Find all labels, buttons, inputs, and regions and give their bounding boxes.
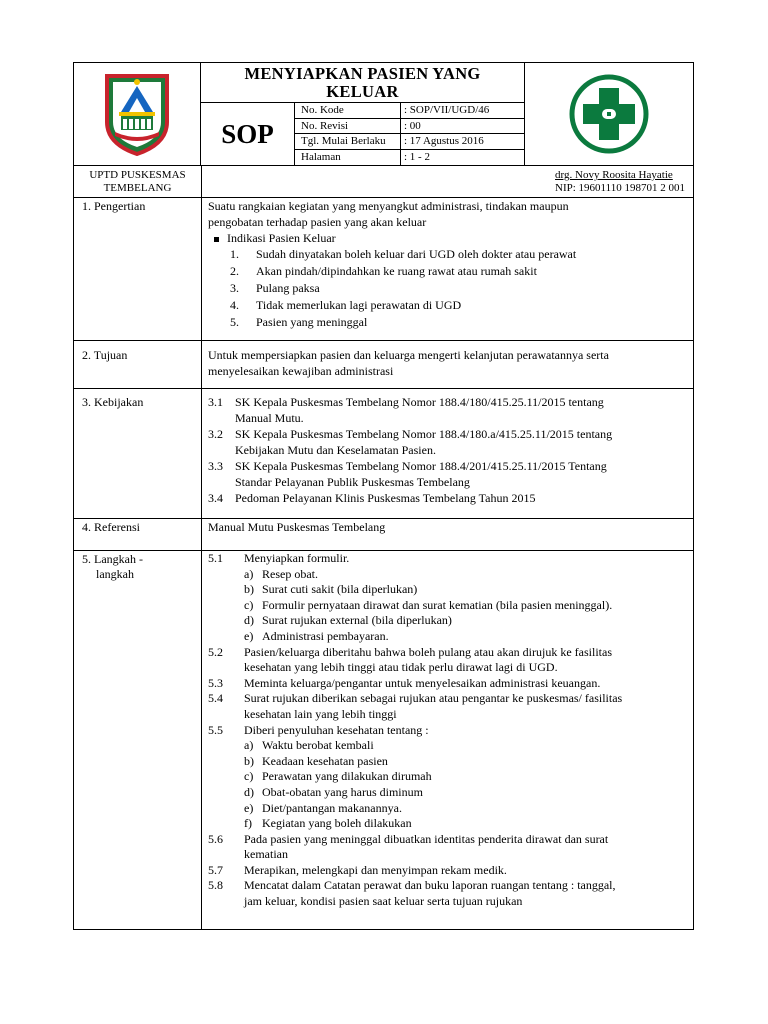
- langkah-text: Keadaan kesehatan pasien: [262, 753, 388, 768]
- langkah-text: Kegiatan yang boleh dilakukan: [262, 816, 412, 831]
- signatory-name: drg. Novy Roosita Hayatie: [555, 169, 673, 181]
- item-number: 4.: [230, 298, 239, 312]
- langkah-sub-letter: c): [244, 597, 254, 612]
- meta-value: : SOP/VII/UGD/46: [404, 104, 490, 116]
- langkah-text: Surat cuti sakit (bila diperlukan): [262, 582, 418, 597]
- langkah-text: Diberi penyuluhan kesehatan tentang :: [244, 722, 429, 737]
- section-label-pengertian: 1. Pengertian: [82, 199, 146, 213]
- langkah-label-line: langkah: [96, 567, 134, 581]
- langkah-step-number: 5.1: [208, 551, 223, 565]
- section-label-referensi: 4. Referensi: [82, 520, 140, 534]
- langkah-line: [208, 754, 688, 770]
- item-text: Sudah dinyatakan boleh keluar dari UGD oleh dokter atau perawat: [256, 247, 577, 261]
- section-content-pengertian: [208, 198, 688, 331]
- langkah-line: [208, 801, 688, 817]
- langkah-step-number: 5.2: [208, 644, 223, 659]
- langkah-sub-letter: a): [244, 738, 254, 753]
- meta-key: No. Kode: [301, 104, 344, 116]
- langkah-text: Perawatan yang dilakukan dirumah: [262, 769, 432, 784]
- kebijakan-text: Pedoman Pelayanan Klinis Puskesmas Tembelang Tahun 2015: [235, 491, 536, 505]
- langkah-sub-letter: b): [244, 582, 254, 597]
- item-number: 2.: [230, 264, 239, 278]
- langkah-line: [208, 660, 688, 676]
- signatory-block: [555, 169, 685, 195]
- meta-value: : 17 Agustus 2016: [404, 135, 484, 147]
- langkah-line: [208, 567, 688, 583]
- langkah-step-number: 5.7: [208, 862, 223, 877]
- sop-label: SOP: [201, 103, 295, 165]
- langkah-step-number: 5.3: [208, 675, 223, 690]
- kebijakan-number: 3.4: [208, 491, 223, 505]
- indikasi-list: [208, 246, 688, 331]
- pengertian-line: Suatu rangkaian kegiatan yang menyangkut administrasi, tindakan maupun: [208, 199, 569, 213]
- tujuan-line: menyelesaikan kewajiban administrasi: [208, 364, 394, 378]
- title-line-2: KELUAR: [326, 82, 399, 101]
- section-label-kebijakan: 3. Kebijakan: [82, 395, 144, 409]
- langkah-sub-letter: a): [244, 566, 254, 581]
- indikasi-heading: Indikasi Pasien Keluar: [227, 231, 336, 245]
- item-number: 5.: [230, 315, 239, 329]
- item-text: Pasien yang meninggal: [256, 315, 368, 329]
- kebijakan-text: SK Kepala Puskesmas Tembelang Nomor 188.4/201/415.25.11/2015 Tentang: [235, 459, 607, 473]
- langkah-line: [208, 582, 688, 598]
- langkah-text: Merapikan, melengkapi dan menyimpan rekam medik.: [244, 862, 507, 877]
- meta-row-tanggal: [295, 134, 524, 150]
- institution-line-2: TEMBELANG: [103, 182, 172, 194]
- indikasi-item: [230, 263, 688, 280]
- item-text: Tidak memerlukan lagi perawatan di UGD: [256, 298, 462, 312]
- item-text: Akan pindah/dipindahkan ke ruang rawat atau rumah sakit: [256, 264, 537, 278]
- meta-row-halaman: [295, 150, 524, 166]
- langkah-text: jam keluar, kondisi pasien saat keluar serta tujuan rujukan: [244, 894, 523, 909]
- indikasi-bullet-item: [208, 230, 688, 246]
- institution-line-1: UPTD PUSKESMAS: [89, 169, 186, 181]
- langkah-text: Pada pasien yang meninggal dibuatkan identitas penderita dirawat dan surat: [244, 831, 609, 846]
- section-content-tujuan: [208, 347, 688, 379]
- langkah-text: kematian: [244, 847, 288, 862]
- langkah-line: [208, 894, 688, 910]
- kebijakan-item: [208, 458, 688, 490]
- langkah-line: [208, 676, 688, 692]
- puskesmas-logo-cell: [524, 63, 693, 165]
- langkah-line: [208, 551, 688, 567]
- meta-key: Tgl. Mulai Berlaku: [301, 135, 386, 147]
- tujuan-line: Untuk mempersiapkan pasien dan keluarga mengerti kelanjutan perawatannya serta: [208, 348, 609, 362]
- signatory-nip: NIP: 19601110 198701 2 001: [555, 182, 685, 194]
- meta-value: : 00: [404, 119, 421, 132]
- kebijakan-number: 3.2: [208, 427, 223, 441]
- langkah-text: Resep obat.: [262, 566, 318, 581]
- kebijakan-item: [208, 490, 688, 506]
- langkah-line: [208, 785, 688, 801]
- langkah-line: [208, 878, 688, 894]
- langkah-text: kesehatan yang lebih tinggi atau tidak perlu dirawat lagi di UGD.: [244, 660, 558, 675]
- section-content-langkah: [208, 551, 688, 910]
- langkah-text: kesehatan lain yang lebih tinggi: [244, 706, 397, 721]
- kebijakan-text: SK Kepala Puskesmas Tembelang Nomor 188.4/180/415.25.11/2015 tentang: [235, 395, 604, 409]
- langkah-step-number: 5.5: [208, 722, 223, 737]
- meta-value: : 1 - 2: [404, 150, 430, 163]
- indikasi-item: [230, 280, 688, 297]
- langkah-sub-letter: d): [244, 784, 254, 799]
- item-number: 3.: [230, 281, 239, 295]
- langkah-sub-letter: f): [244, 816, 252, 831]
- langkah-text: Menyiapkan formulir.: [244, 551, 350, 565]
- kebijakan-text-cont: Manual Mutu.: [235, 411, 304, 425]
- indikasi-item: [230, 314, 688, 331]
- title-line-1: MENYIAPKAN PASIEN YANG: [244, 64, 481, 83]
- langkah-line: [208, 816, 688, 832]
- institution-name: [74, 169, 201, 195]
- pengertian-line: pengobatan terhadap pasien yang akan keluar: [208, 215, 427, 229]
- langkah-line: [208, 863, 688, 879]
- langkah-line: [208, 723, 688, 739]
- regency-emblem-cell: [74, 63, 201, 165]
- puskesmas-logo-icon: [569, 74, 649, 154]
- langkah-text: Pasien/keluarga diberitahu bahwa boleh pulang atau akan dirujuk ke fasilitas: [244, 644, 612, 659]
- langkah-sub-letter: e): [244, 628, 254, 643]
- langkah-step-number: 5.8: [208, 878, 223, 893]
- meta-key: Halaman: [301, 150, 341, 163]
- langkah-line: [208, 613, 688, 629]
- section-label-tujuan: 2. Tujuan: [82, 348, 128, 362]
- kebijakan-item: [208, 426, 688, 458]
- langkah-label-line: 5. Langkah -: [82, 552, 143, 566]
- langkah-text: Obat-obatan yang harus diminum: [262, 784, 423, 799]
- document-title: [201, 63, 524, 103]
- langkah-sub-letter: b): [244, 753, 254, 768]
- langkah-sub-letter: e): [244, 800, 254, 815]
- document-meta: [295, 103, 524, 165]
- langkah-text: Diet/pantangan makanannya.: [262, 800, 402, 815]
- langkah-sub-letter: c): [244, 769, 254, 784]
- section-content-referensi: Manual Mutu Puskesmas Tembelang: [208, 520, 386, 534]
- langkah-text: Meminta keluarga/pengantar untuk menyelesaikan administrasi keuangan.: [244, 675, 601, 690]
- langkah-line: [208, 691, 688, 707]
- item-text: Pulang paksa: [256, 281, 320, 295]
- meta-row-revisi: [295, 119, 524, 135]
- kebijakan-text: SK Kepala Puskesmas Tembelang Nomor 188.4/180.a/415.25.11/2015 tentang: [235, 427, 613, 441]
- langkah-line: [208, 769, 688, 785]
- langkah-line: [208, 738, 688, 754]
- langkah-step-number: 5.4: [208, 691, 223, 706]
- langkah-text: Surat rujukan external (bila diperlukan): [262, 613, 452, 628]
- bullet-icon: [214, 237, 219, 242]
- langkah-sub-letter: d): [244, 613, 254, 628]
- langkah-line: [208, 832, 688, 848]
- meta-row-kode: [295, 103, 524, 119]
- langkah-text: Administrasi pembayaran.: [262, 628, 389, 643]
- langkah-line: [208, 645, 688, 661]
- section-label-langkah: [82, 552, 197, 582]
- langkah-text: Waktu berobat kembali: [262, 738, 374, 753]
- langkah-text: Formulir pernyataan dirawat dan surat kematian (bila pasien meninggal).: [262, 597, 613, 612]
- regency-emblem-icon: [99, 72, 175, 156]
- kebijakan-text-cont: Standar Pelayanan Publik Puskesmas Tembelang: [235, 475, 470, 489]
- kebijakan-number: 3.3: [208, 459, 223, 473]
- langkah-text: Mencatat dalam Catatan perawat dan buku laporan ruangan tentang : tanggal,: [244, 878, 616, 893]
- langkah-line: [208, 629, 688, 645]
- sop-body-table: [73, 166, 694, 930]
- langkah-line: [208, 598, 688, 614]
- langkah-line: [208, 707, 688, 723]
- langkah-step-number: 5.6: [208, 831, 223, 846]
- item-number: 1.: [230, 247, 239, 261]
- indikasi-item: [230, 246, 688, 263]
- indikasi-item: [230, 297, 688, 314]
- langkah-text: Surat rujukan diberikan sebagai rujukan atau pengantar ke puskesmas/ fasilitas: [244, 691, 623, 706]
- meta-key: No. Revisi: [301, 119, 349, 132]
- section-content-kebijakan: [208, 394, 688, 506]
- sop-header-table: [73, 62, 694, 166]
- kebijakan-item: [208, 394, 688, 426]
- kebijakan-number: 3.1: [208, 395, 223, 409]
- kebijakan-text-cont: Kebijakan Mutu dan Keselamatan Pasien.: [235, 443, 436, 457]
- langkah-line: [208, 847, 688, 863]
